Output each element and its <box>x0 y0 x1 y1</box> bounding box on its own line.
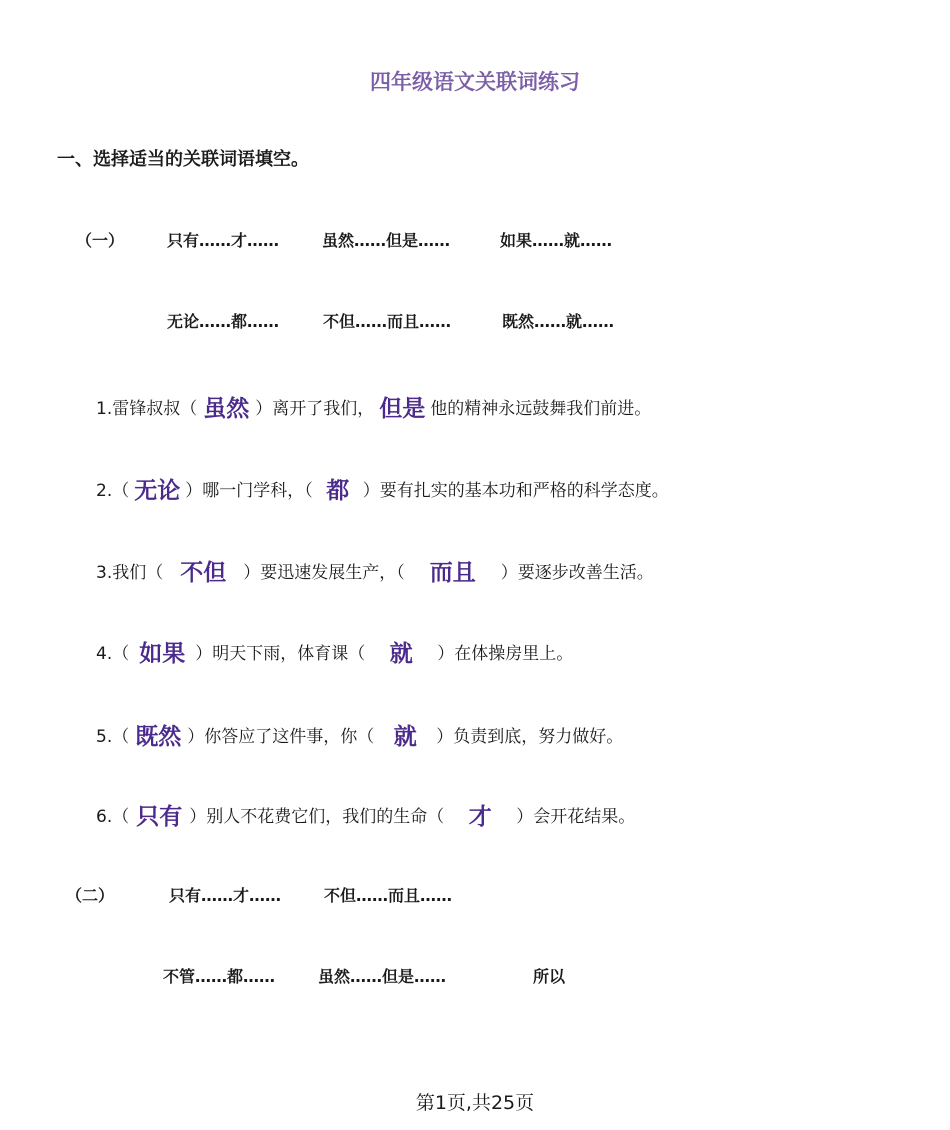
question-middle: ）要迅速发展生产，（ <box>243 563 405 583</box>
question-prefix: 1.雷锋叔叔（ <box>96 399 198 419</box>
question-middle: ）明天下雨，体育课（ <box>195 644 366 664</box>
question-prefix: 5.（ <box>96 727 130 747</box>
question-middle: ）哪一门学科，（ <box>185 481 313 501</box>
answer-6b: 才 <box>468 804 492 830</box>
question-3 <box>96 554 654 587</box>
question-middle: ）你答应了这件事，你（ <box>187 727 375 747</box>
question-end: ）要有扎实的基本功和严格的科学态度。 <box>362 481 669 501</box>
page-footer: 第1页,共25页 <box>415 1092 535 1114</box>
conjunction-option: 无论……都…… <box>167 312 280 331</box>
conjunction-option: 既然……就…… <box>502 312 615 331</box>
question-prefix: 2.（ <box>96 481 130 501</box>
question-prefix: 4.（ <box>96 644 130 664</box>
question-end: ）负责到底，努力做好。 <box>436 727 624 747</box>
conjunction-option: 所以 <box>533 967 566 986</box>
question-6 <box>96 798 635 831</box>
answer-2b: 都 <box>326 478 350 504</box>
conjunction-option: 不管……都…… <box>163 967 276 986</box>
section-heading: 一、选择适当的关联词语填空。 <box>57 149 309 170</box>
answer-3b: 而且 <box>429 560 476 586</box>
document-title: 四年级语文关联词练习 <box>370 70 580 94</box>
answer-3a: 不但 <box>180 560 227 586</box>
conjunction-option: 不但……而且…… <box>323 312 452 331</box>
conjunction-option: 如果……就…… <box>500 231 613 250</box>
conjunction-option: 不但……而且…… <box>324 886 453 905</box>
question-end: ）会开花结果。 <box>516 807 636 827</box>
answer-1a: 虽然 <box>203 396 250 422</box>
answer-1b: 但是 <box>379 396 426 422</box>
answer-5b: 就 <box>393 724 417 750</box>
group1-label: （一） <box>76 231 125 250</box>
conjunction-option: 虽然……但是…… <box>318 967 447 986</box>
answer-4a: 如果 <box>139 641 186 667</box>
question-end: ）在体操房里上。 <box>437 644 574 664</box>
answer-2a: 无论 <box>134 478 181 504</box>
question-2 <box>96 472 669 505</box>
group2-label: （二） <box>66 886 115 905</box>
answer-6a: 只有 <box>136 804 183 830</box>
question-1 <box>96 390 651 423</box>
conjunction-option: 虽然……但是…… <box>322 231 451 250</box>
conjunction-option: 只有……才…… <box>169 886 282 905</box>
question-middle: ）别人不花费它们，我们的生命（ <box>189 807 445 827</box>
question-end: 他的精神永远鼓舞我们前进。 <box>430 399 652 419</box>
question-5 <box>96 718 623 751</box>
question-4 <box>96 635 573 668</box>
conjunction-option: 只有……才…… <box>167 231 280 250</box>
question-end: ）要逐步改善生活。 <box>500 563 654 583</box>
question-middle: ）离开了我们， <box>255 399 375 419</box>
question-prefix: 3.我们（ <box>96 563 164 583</box>
answer-5a: 既然 <box>135 724 182 750</box>
answer-4b: 就 <box>389 641 413 667</box>
question-prefix: 6.（ <box>96 807 130 827</box>
